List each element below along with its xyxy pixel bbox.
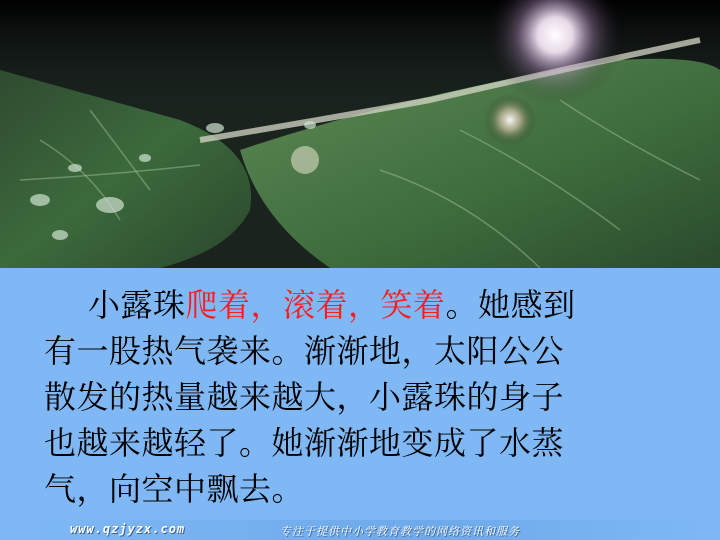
- leaf-illustration: [0, 0, 720, 268]
- footer-slogan: 专注于提供中小学教育教学的网络资讯和服务: [280, 525, 520, 538]
- passage-line-2: 有一股热气袭来。渐渐地，太阳公公: [44, 332, 565, 370]
- passage-line-4: 也越来越轻了。她渐渐地变成了水蒸: [44, 424, 565, 462]
- footer-banner: [0, 520, 720, 540]
- highlight-rolling: 滚着，: [283, 286, 381, 324]
- passage-line-1-rest: 。她感到: [445, 286, 576, 324]
- passage-line-1: [44, 282, 694, 328]
- dew-leaf-photo: [0, 0, 720, 268]
- highlight-laughing: 笑着: [380, 286, 446, 324]
- passage-lead: 小露珠: [88, 286, 186, 324]
- text-panel: [0, 268, 720, 520]
- passage-line-5: 气，向空中飘去。: [44, 470, 305, 508]
- highlight-crawling: 爬着，: [185, 286, 284, 324]
- footer-site-link[interactable]: www.qzjyzx.com: [70, 522, 186, 536]
- light-glint: [484, 94, 536, 146]
- passage-line-3: 散发的热量越来越大，小露珠的身子: [44, 378, 565, 416]
- passage-text: [44, 282, 694, 512]
- dew-drop-highlight: [291, 146, 319, 174]
